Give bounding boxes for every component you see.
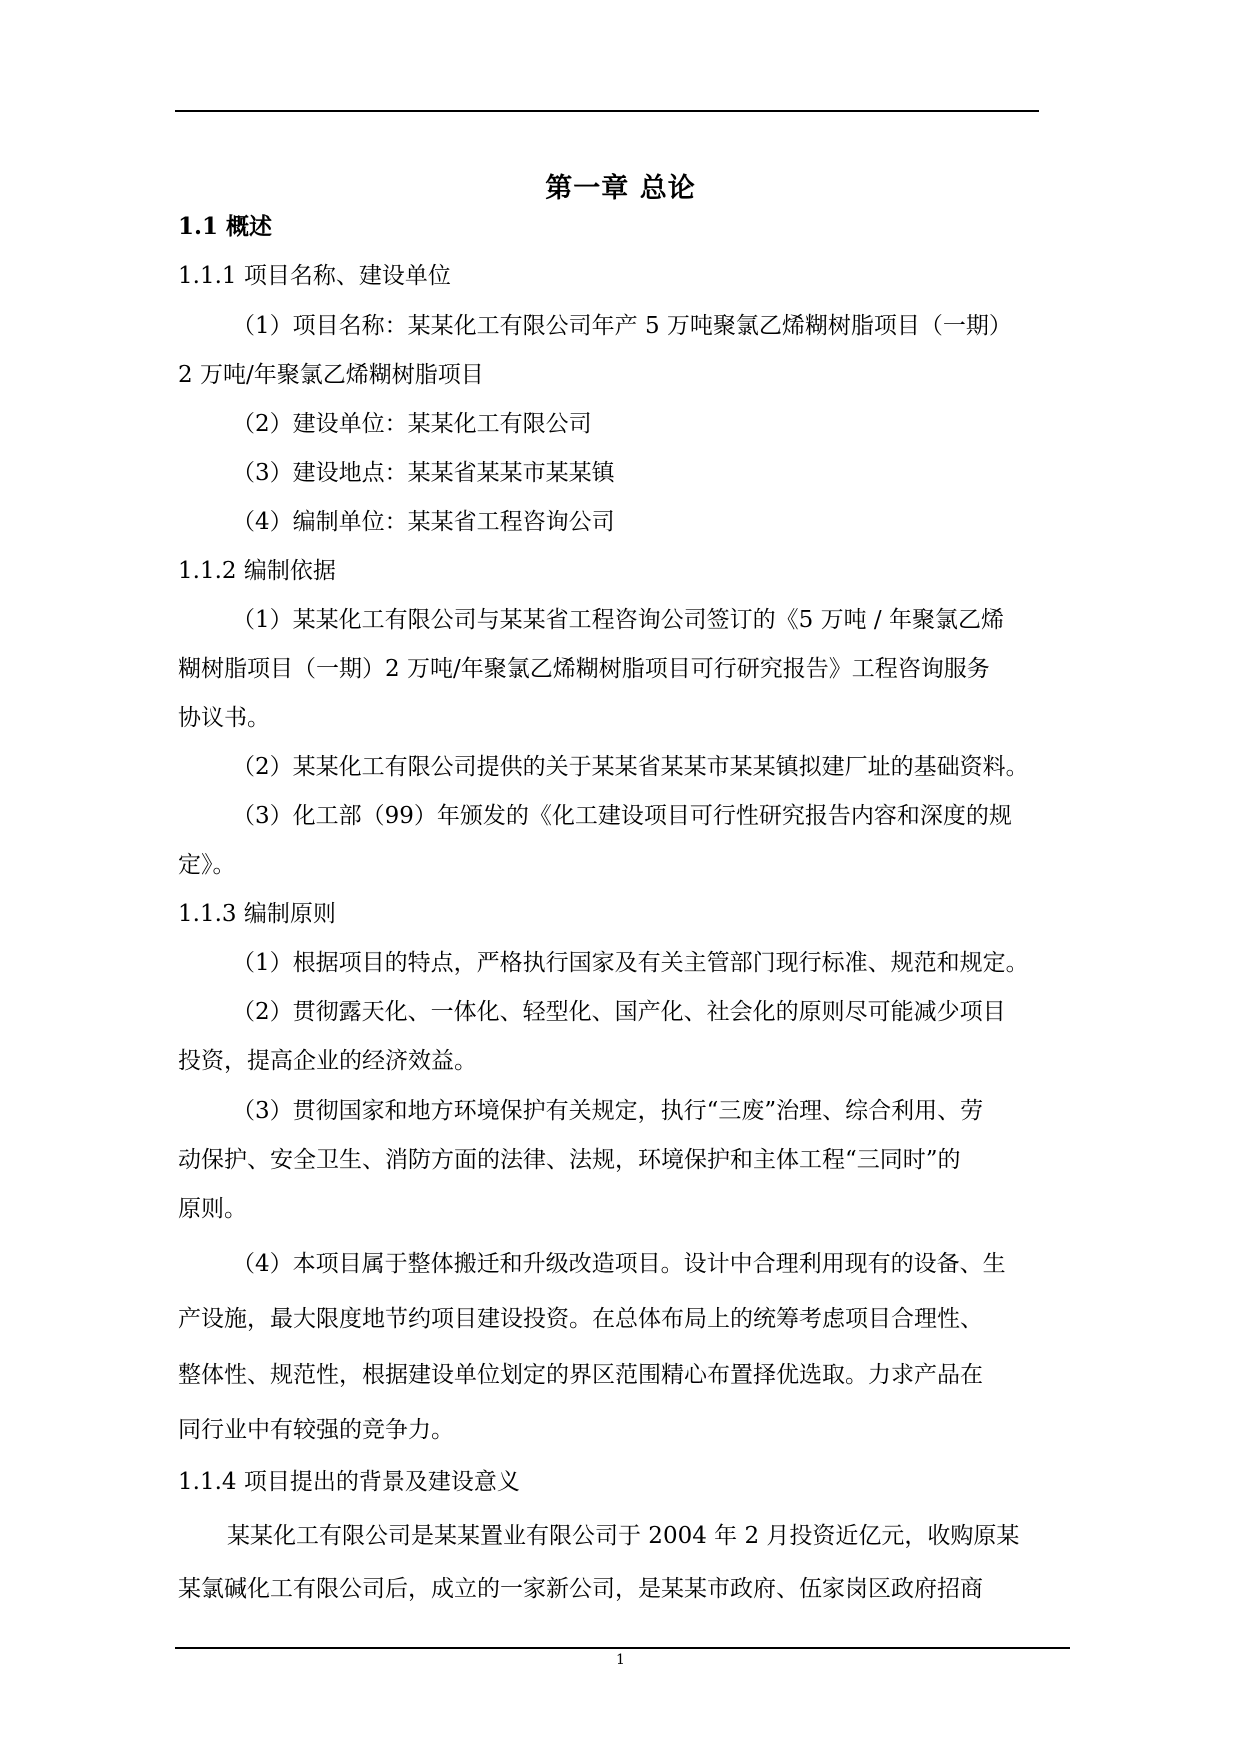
paragraph-line: 产设施，最大限度地节约项目建设投资。在总体布局上的统筹考虑项目合理性、 [178,1306,983,1332]
footer-rule [175,1647,1070,1649]
paragraph-line: 同行业中有较强的竞争力。 [178,1417,454,1443]
section-heading-1-1: 1.1 概述 [178,213,273,240]
paragraph-line: 整体性、规范性，根据建设单位划定的界区范围精心布置择优选取。力求产品在 [178,1362,983,1388]
paragraph-line: 动保护、安全卫生、消防方面的法律、法规，环境保护和主体工程“三同时”的 [178,1147,961,1173]
paragraph-line: 定》。 [178,852,236,878]
paragraph-line: 某氯碱化工有限公司后，成立的一家新公司，是某某市政府、伍家岗区政府招商 [178,1576,983,1602]
paragraph-line: 糊树脂项目（一期）2 万吨/年聚氯乙烯糊树脂项目可行研究报告》工程咨询服务 [178,656,990,682]
paragraph-line: 投资，提高企业的经济效益。 [178,1048,477,1074]
paragraph-line: （3）化工部（99）年颁发的《化工建设项目可行性研究报告内容和深度的规 [232,803,1012,829]
subsection-heading-1-1-4: 1.1.4 项目提出的背景及建设意义 [178,1469,520,1495]
paragraph-line: （1）某某化工有限公司与某某省工程咨询公司签订的《5 万吨 / 年聚氯乙烯 [232,607,1004,633]
paragraph-line: （2）某某化工有限公司提供的关于某某省某某市某某镇拟建厂址的基础资料。 [232,754,1029,780]
paragraph-line: （2）建设单位：某某化工有限公司 [232,411,592,437]
paragraph-line: 原则。 [178,1196,247,1222]
paragraph-line: （2）贯彻露天化、一体化、轻型化、国产化、社会化的原则尽可能减少项目 [232,999,1006,1025]
paragraph-line: （1）根据项目的特点，严格执行国家及有关主管部门现行标准、规范和规定。 [232,950,1029,976]
paragraph-line: 某某化工有限公司是某某置业有限公司于 2004 年 2 月投资近亿元，收购原某 [227,1523,1020,1549]
page-number: 1 [616,1652,625,1668]
header-rule [175,110,1039,112]
subsection-heading-1-1-3: 1.1.3 编制原则 [178,901,336,927]
subsection-heading-1-1-1: 1.1.1 项目名称、建设单位 [178,263,451,289]
paragraph-line: （4）本项目属于整体搬迁和升级改造项目。设计中合理利用现有的设备、生 [232,1251,1006,1277]
paragraph-line: （3）贯彻国家和地方环境保护有关规定，执行“三废”治理、综合利用、劳 [232,1098,984,1124]
subsection-heading-1-1-2: 1.1.2 编制依据 [178,558,336,584]
chapter-title: 第一章 总论 [545,173,696,204]
paragraph-line: （1）项目名称：某某化工有限公司年产 5 万吨聚氯乙烯糊树脂项目（一期） [232,313,1012,339]
paragraph-line: 2 万吨/年聚氯乙烯糊树脂项目 [178,362,484,388]
paragraph-line: （3）建设地点：某某省某某市某某镇 [232,460,615,486]
paragraph-line: 协议书。 [178,705,270,731]
paragraph-line: （4）编制单位：某某省工程咨询公司 [232,509,615,535]
